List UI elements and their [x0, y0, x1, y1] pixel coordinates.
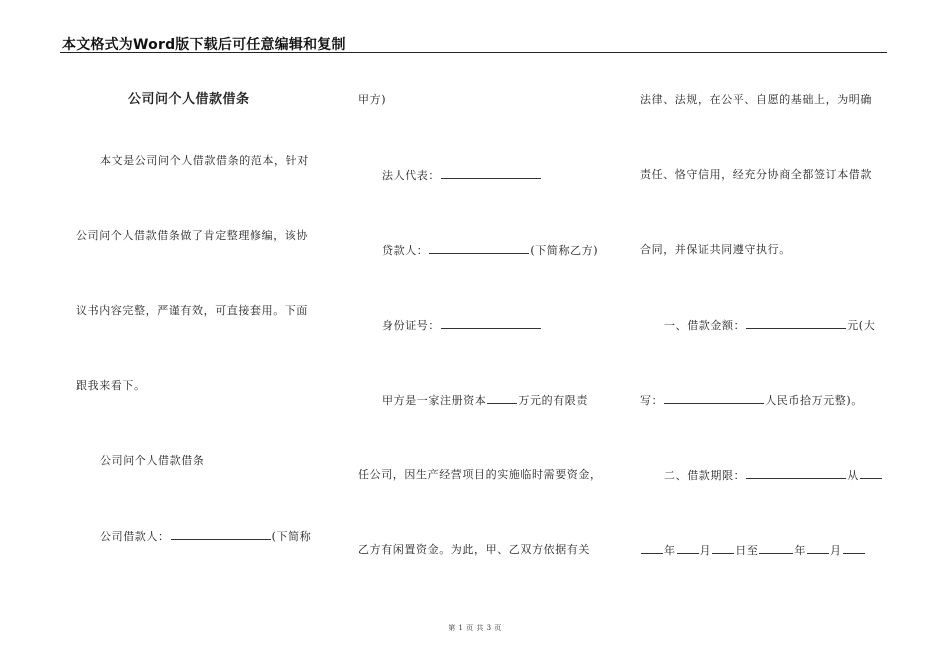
capital-line — [382, 393, 588, 408]
paragraph-line: 公司问个人借款借条做了肯定整理修编，该协 — [76, 229, 308, 242]
write-suffix: 人民币拾万元整)。 — [765, 394, 863, 407]
borrower-label: 贷款人： — [382, 244, 429, 257]
section-subtitle: 公司问个人借款借条 — [100, 454, 205, 467]
lender-suffix: (下简称 — [271, 530, 312, 543]
paragraph-line: 议书内容完整，严谨有效，可直接套用。下面 — [76, 304, 308, 317]
id-label: 身份证号： — [382, 319, 440, 332]
borrower-blank[interactable] — [429, 243, 529, 254]
term-label: 二、借款期限： — [664, 469, 746, 482]
amount-words-line — [640, 393, 863, 408]
amount-field-line — [664, 318, 875, 333]
start-day-blank[interactable] — [712, 543, 734, 554]
header-divider — [60, 52, 887, 53]
borrower-suffix: (下简称乙方) — [530, 244, 599, 257]
amount-label: 一、借款金额： — [664, 319, 746, 332]
capital-text-a: 甲方是一家注册资本 — [382, 394, 487, 407]
capital-text-b: 万元的有限责 — [518, 394, 589, 407]
end-day-blank[interactable] — [843, 543, 865, 554]
legal-rep-blank[interactable] — [441, 168, 541, 179]
id-blank[interactable] — [441, 318, 541, 329]
paragraph-line: 跟我来看下。 — [76, 379, 146, 392]
amount-words-blank[interactable] — [664, 393, 764, 404]
page-footer: 第 1 页 共 3 页 — [448, 624, 502, 632]
paragraph-line: 乙方有闲置资金。为此，甲、乙双方依据有关 — [358, 543, 590, 556]
write-label: 写： — [640, 394, 664, 407]
amount-blank[interactable] — [746, 318, 846, 329]
term-year-blank[interactable] — [860, 468, 882, 479]
paragraph-line: 法律、法规，在公平、自愿的基础上，为明确 — [640, 93, 872, 106]
paragraph-line: 甲方) — [358, 93, 387, 106]
start-year-blank[interactable] — [641, 543, 663, 554]
lender-blank[interactable] — [171, 529, 271, 540]
amount-suffix: 元(大 — [847, 319, 876, 332]
start-month-blank[interactable] — [677, 543, 699, 554]
term-field-line — [664, 468, 883, 483]
id-field-line — [382, 318, 542, 333]
date-to-label: 日至 — [735, 544, 759, 557]
term-blank[interactable] — [746, 468, 846, 479]
legal-rep-label: 法人代表： — [382, 169, 440, 182]
date-year2-label: 年 — [794, 544, 807, 557]
paragraph-line: 本文是公司问个人借款借条的范本，针对 — [100, 154, 309, 167]
paragraph-line: 任公司，因生产经营项目的实施临时需要资金， — [358, 468, 602, 481]
paragraph-line: 合同，并保证共同遵守执行。 — [640, 243, 791, 256]
end-month-blank[interactable] — [807, 543, 829, 554]
borrower-field-line — [382, 243, 598, 258]
paragraph-line: 责任、恪守信用，经充分协商全都签订本借款 — [640, 168, 872, 181]
end-year-blank[interactable] — [759, 543, 793, 554]
document-title: 公司问个人借款借条 — [128, 92, 250, 107]
term-from: 从 — [847, 469, 859, 482]
capital-blank[interactable] — [487, 393, 517, 404]
date-year-label: 年 — [664, 544, 676, 557]
document-header: 本文格式为Word版下载后可任意编辑和复制 — [62, 37, 346, 53]
lender-label: 公司借款人： — [100, 530, 170, 543]
date-month-label: 月 — [699, 544, 712, 557]
date-range-line — [640, 543, 866, 558]
lender-field-line — [100, 529, 311, 544]
date-month2-label: 月 — [830, 544, 842, 557]
legal-rep-field-line — [382, 168, 542, 183]
